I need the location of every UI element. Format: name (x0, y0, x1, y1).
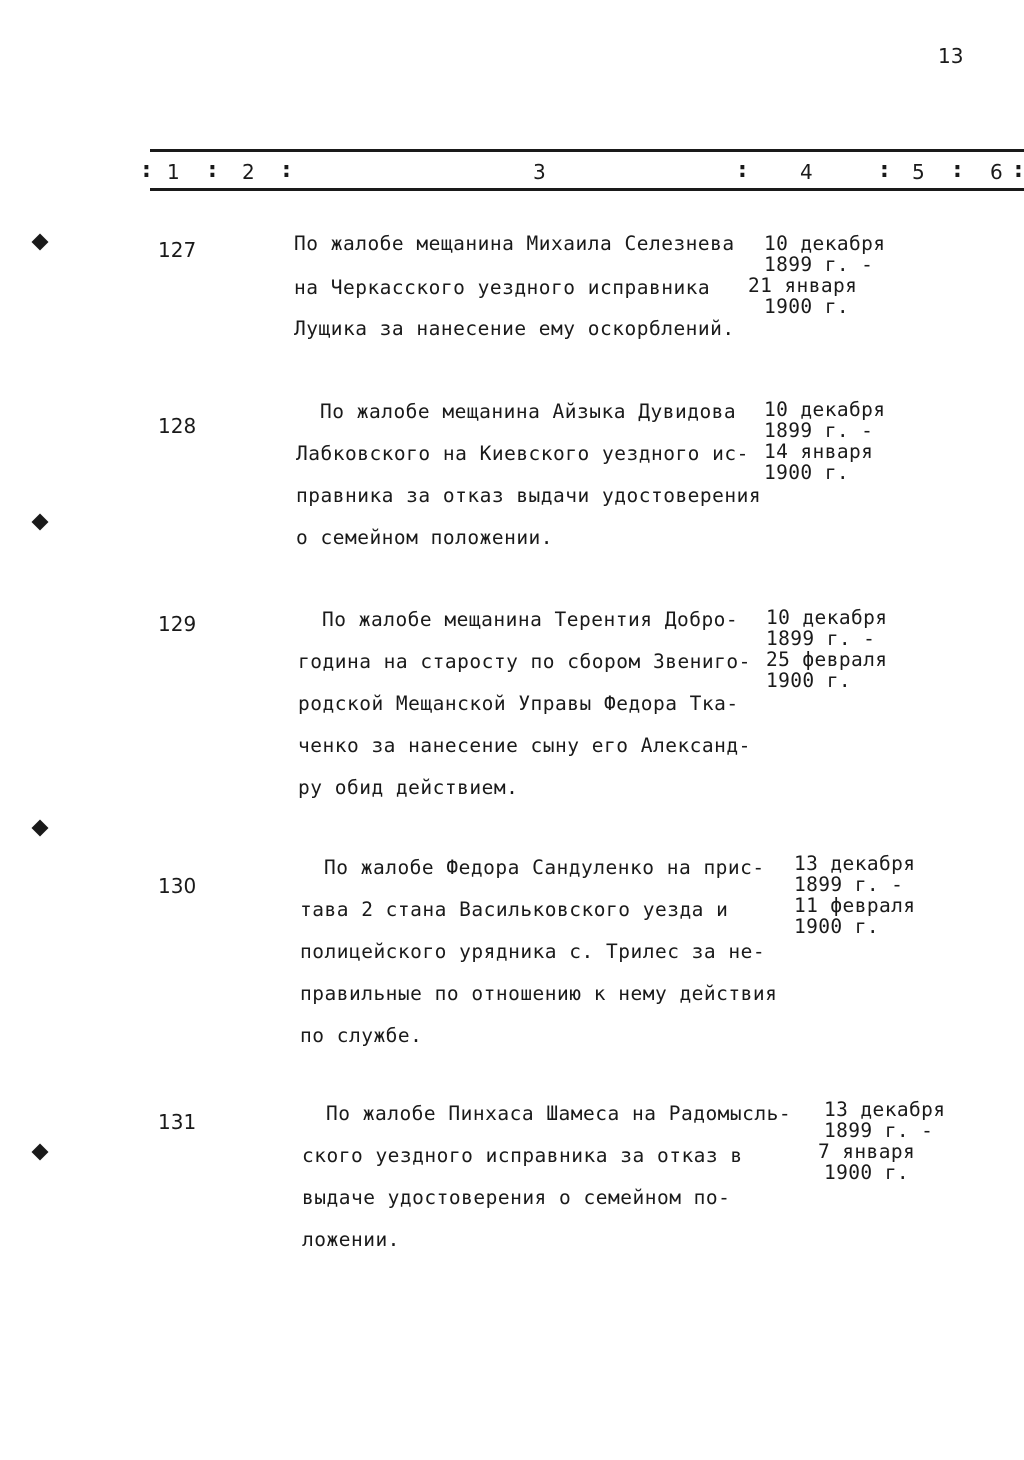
date-line: 1899 г. - (764, 419, 874, 442)
margin-mark (32, 820, 49, 837)
header-separator: : (1014, 158, 1023, 183)
description-line: о семейном положении. (296, 526, 554, 549)
column-header-5: 5 (912, 160, 925, 184)
date-line: 1899 г. - (764, 253, 874, 276)
date-line: 10 декабря (766, 606, 888, 629)
description-line: ченко за нанесение сыну его Александ- (298, 734, 751, 757)
description-line: правильные по отношению к нему действия (300, 982, 778, 1005)
description-line: тава 2 стана Васильковского уезда и (300, 898, 729, 921)
margin-mark (32, 234, 49, 251)
date-line: 1899 г. - (766, 627, 876, 650)
description-line: година на старосту по сбором Звениго- (298, 650, 751, 673)
description-line: По жалобе мещанина Терентия Добро- (322, 608, 739, 631)
date-line: 1900 г. (764, 461, 849, 484)
date-line: 1900 г. (824, 1161, 909, 1184)
date-line: 1900 г. (764, 295, 849, 318)
header-separator: : (208, 158, 217, 183)
description-line: ского уездного исправника за отказ в (302, 1144, 743, 1167)
header-separator: : (282, 158, 291, 183)
date-line: 10 декабря (764, 398, 886, 421)
column-header-6: 6 (990, 160, 1003, 184)
entry-number: 127 (158, 238, 197, 262)
header-separator: : (142, 158, 151, 183)
date-line: 1899 г. - (794, 873, 904, 896)
entry-number: 129 (158, 612, 197, 636)
description-line: выдаче удостоверения о семейном по- (302, 1186, 731, 1209)
header-top-rule (150, 149, 1024, 152)
page-number: 13 (938, 44, 964, 68)
date-line: 14 января (764, 440, 874, 463)
date-line: 25 февраля (766, 648, 888, 671)
description-line: на Черкасского уездного исправника (294, 276, 711, 299)
margin-mark (32, 1144, 49, 1161)
column-header-4: 4 (800, 160, 813, 184)
description-line: Лабковского на Киевского уездного ис- (296, 442, 749, 465)
date-line: 1900 г. (794, 915, 879, 938)
description-line: ложении. (302, 1228, 400, 1251)
description-line: родской Мещанской Управы Федора Тка- (298, 692, 739, 715)
date-line: 21 января (748, 274, 858, 297)
margin-mark (32, 514, 49, 531)
description-line: По жалобе Пинхаса Шамеса на Радомысль- (326, 1102, 792, 1125)
date-line: 13 декабря (824, 1098, 946, 1121)
column-header-1: 1 (167, 160, 180, 184)
date-line: 11 февраля (794, 894, 916, 917)
description-line: Лущика за нанесение ему оскорблений. (294, 317, 735, 340)
column-header-2: 2 (242, 160, 255, 184)
entry-number: 128 (158, 414, 197, 438)
description-line: По жалобе мещанина Айзыка Дувидова (320, 400, 737, 423)
entry-number: 130 (158, 874, 197, 898)
header-separator: : (738, 158, 747, 183)
entry-number: 131 (158, 1110, 197, 1134)
column-header-3: 3 (533, 160, 546, 184)
date-line: 7 января (818, 1140, 916, 1163)
description-line: по службе. (300, 1024, 423, 1047)
description-line: ру обид действием. (298, 776, 519, 799)
description-line: По жалобе мещанина Михаила Селезнева (294, 232, 735, 255)
description-line: полицейского урядника с. Трилес за не- (300, 940, 766, 963)
description-line: По жалобе Федора Сандуленко на прис- (324, 856, 765, 879)
date-line: 1900 г. (766, 669, 851, 692)
header-separator: : (953, 158, 962, 183)
header-separator: : (880, 158, 889, 183)
date-line: 13 декабря (794, 852, 916, 875)
date-line: 10 декабря (764, 232, 886, 255)
header-bottom-rule (150, 188, 1024, 191)
description-line: правника за отказ выдачи удостоверения (296, 484, 762, 507)
date-line: 1899 г. - (824, 1119, 934, 1142)
